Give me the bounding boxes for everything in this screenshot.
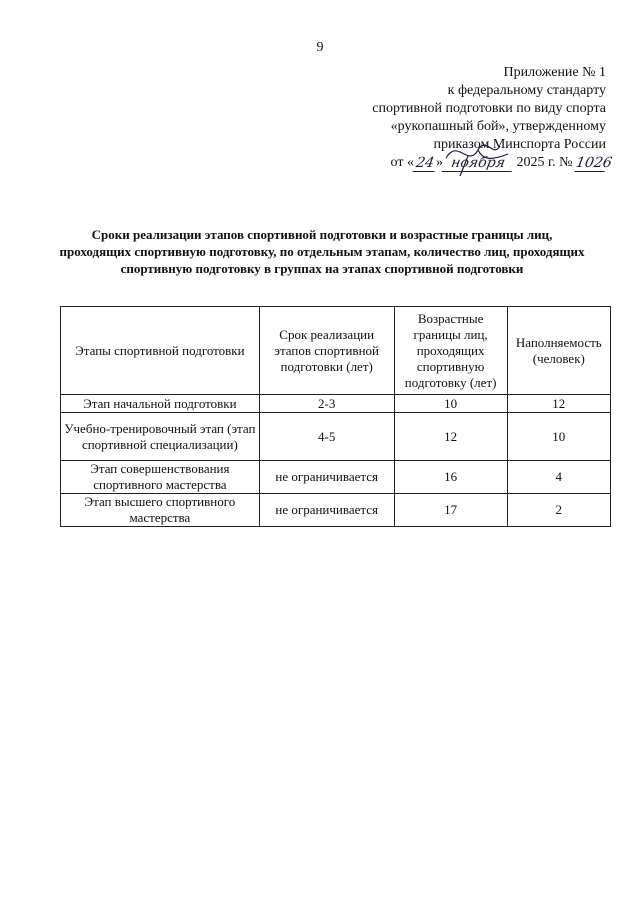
header-age-limits: Возрастные границы лиц, проходящих спортивную подготовку (лет) <box>394 307 507 395</box>
table-row <box>61 494 611 527</box>
date-month-handwritten: ноября <box>441 155 514 172</box>
order-number-handwritten: 1026 <box>574 155 614 171</box>
header-stages: Этапы спортивной подготовки <box>61 307 260 395</box>
stage-occupancy: 12 <box>507 395 610 413</box>
approval-line-5: приказом Минспорта России <box>433 137 606 152</box>
stage-duration: 2-3 <box>259 395 394 413</box>
header-duration: Срок реализации этапов спортивной подготовки (лет) <box>259 307 394 395</box>
approval-line-3: спортивной подготовки по виду спорта <box>372 101 606 116</box>
stage-name: Этап высшего спортивного мастерства <box>61 494 260 527</box>
stage-name: Этап начальной подготовки <box>61 395 260 413</box>
date-prefix: от « <box>390 155 414 170</box>
stage-age: 10 <box>394 395 507 413</box>
table-row <box>61 413 611 461</box>
stage-duration: не ограничивается <box>259 494 394 527</box>
stage-occupancy: 2 <box>507 494 610 527</box>
signature <box>435 128 518 178</box>
stage-name: Этап совершенствования спортивного мастерства <box>61 461 260 494</box>
stage-duration: не ограничивается <box>259 461 394 494</box>
date-year: 2025 г. № <box>516 155 573 170</box>
date-day-close: » <box>435 155 443 170</box>
table-row <box>61 461 611 494</box>
approval-line-1: Приложение № 1 <box>503 65 606 80</box>
stage-age: 12 <box>394 413 507 461</box>
approval-line-2: к федеральному стандарту <box>447 83 606 98</box>
page-number: 9 <box>316 40 324 55</box>
stage-age: 16 <box>394 461 507 494</box>
stage-occupancy: 10 <box>507 413 610 461</box>
stage-age: 17 <box>394 494 507 527</box>
document-title: Сроки реализации этапов спортивной подготовки и возрастные границы лиц, проходящих спортивную подготовку, по отдельным этапам, количество лиц, проходящих спортивную подготовку в группах на этапах спортивной подготовки <box>59 227 585 276</box>
header-occupancy: Наполняемость (человек) <box>507 307 610 395</box>
approval-line-4: «рукопашный бой», утвержденному <box>390 119 606 134</box>
stages-table <box>60 306 611 527</box>
stage-name: Учебно-тренировочный этап (этап спортивной специализации) <box>61 413 260 461</box>
stage-duration: 4-5 <box>259 413 394 461</box>
table-row <box>61 395 611 413</box>
date-day-handwritten: 24 <box>412 155 437 172</box>
stage-occupancy: 4 <box>507 461 610 494</box>
table-header-row <box>61 307 611 395</box>
